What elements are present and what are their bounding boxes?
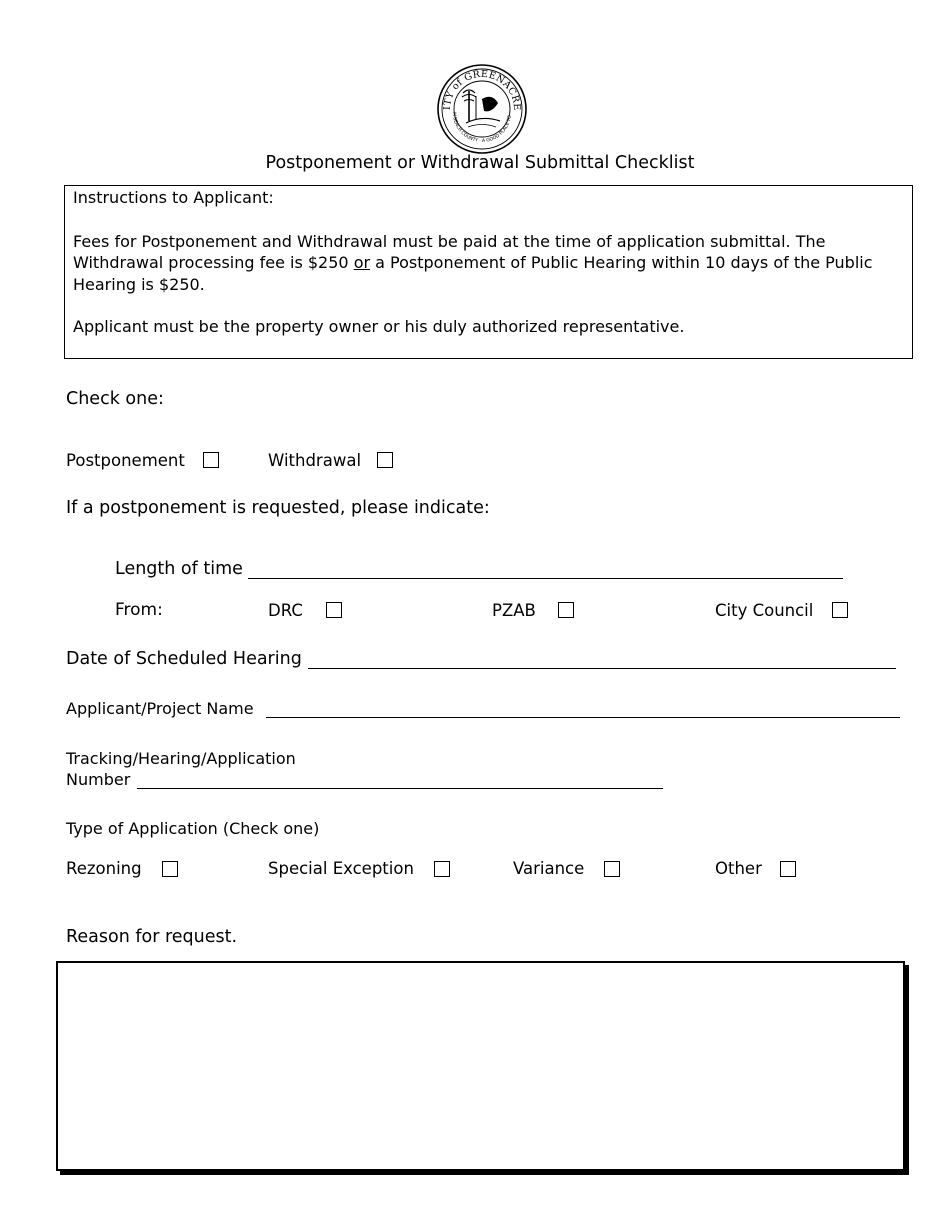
applicant-project-name-label: Applicant/Project Name <box>66 699 254 718</box>
drc-checkbox[interactable] <box>326 602 342 618</box>
postponement-checkbox[interactable] <box>203 452 219 468</box>
city-seal-icon <box>436 63 528 155</box>
city-council-checkbox[interactable] <box>832 602 848 618</box>
page-title: Postponement or Withdrawal Submittal Checklist <box>265 153 695 173</box>
seal-bottom-text: M BEACH COUNTY · A GOOD PLACE TO <box>450 112 513 145</box>
fees-text-or: or <box>353 253 371 272</box>
fees-text <box>73 231 906 296</box>
reason-textarea[interactable] <box>56 961 905 1171</box>
instructions-heading: Instructions to Applicant: <box>73 188 274 207</box>
scheduled-hearing-date-input-line[interactable] <box>308 668 896 669</box>
applicant-project-name-input-line[interactable] <box>266 717 900 718</box>
city-seal <box>436 63 528 155</box>
length-of-time-label: Length of time <box>115 559 243 579</box>
length-of-time-input-line[interactable] <box>248 578 843 579</box>
withdrawal-checkbox[interactable] <box>377 452 393 468</box>
check-one-label: Check one: <box>66 389 164 409</box>
reason-label: Reason for request. <box>66 927 238 947</box>
variance-checkbox[interactable] <box>604 861 620 877</box>
tracking-number-input-line[interactable] <box>137 788 663 789</box>
other-label: Other <box>715 859 762 878</box>
tracking-number-label-line1: Tracking/Hearing/Application <box>66 749 296 768</box>
pzab-checkbox[interactable] <box>558 602 574 618</box>
rezoning-label: Rezoning <box>66 859 142 878</box>
postponement-intro: If a postponement is requested, please indicate: <box>66 498 490 518</box>
scheduled-hearing-date-label: Date of Scheduled Hearing <box>66 649 302 669</box>
fees-text-part2: a Postponement of Public Hearing within 10 days of the Public Hearing is $250. <box>73 253 873 294</box>
owner-text: Applicant must be the property owner or his duly authorized representative. <box>73 317 685 336</box>
seal-top-text: ITY of GREENACRE <box>441 68 523 112</box>
rezoning-checkbox[interactable] <box>162 861 178 877</box>
from-label: From: <box>115 600 163 620</box>
instructions-box <box>64 185 913 359</box>
special-exception-label: Special Exception <box>268 859 414 878</box>
drc-label: DRC <box>268 601 303 620</box>
postponement-label: Postponement <box>66 451 185 470</box>
variance-label: Variance <box>513 859 585 878</box>
special-exception-checkbox[interactable] <box>434 861 450 877</box>
application-type-label: Type of Application (Check one) <box>66 819 320 838</box>
withdrawal-label: Withdrawal <box>268 451 362 470</box>
fees-text-part1: Fees for Postponement and Withdrawal must be paid at the time of application submittal. The Withdrawal processing fee is $250 <box>73 231 826 272</box>
city-council-label: City Council <box>715 601 814 620</box>
tracking-number-label-line2: Number <box>66 770 131 789</box>
other-checkbox[interactable] <box>780 861 796 877</box>
pzab-label: PZAB <box>492 601 536 620</box>
